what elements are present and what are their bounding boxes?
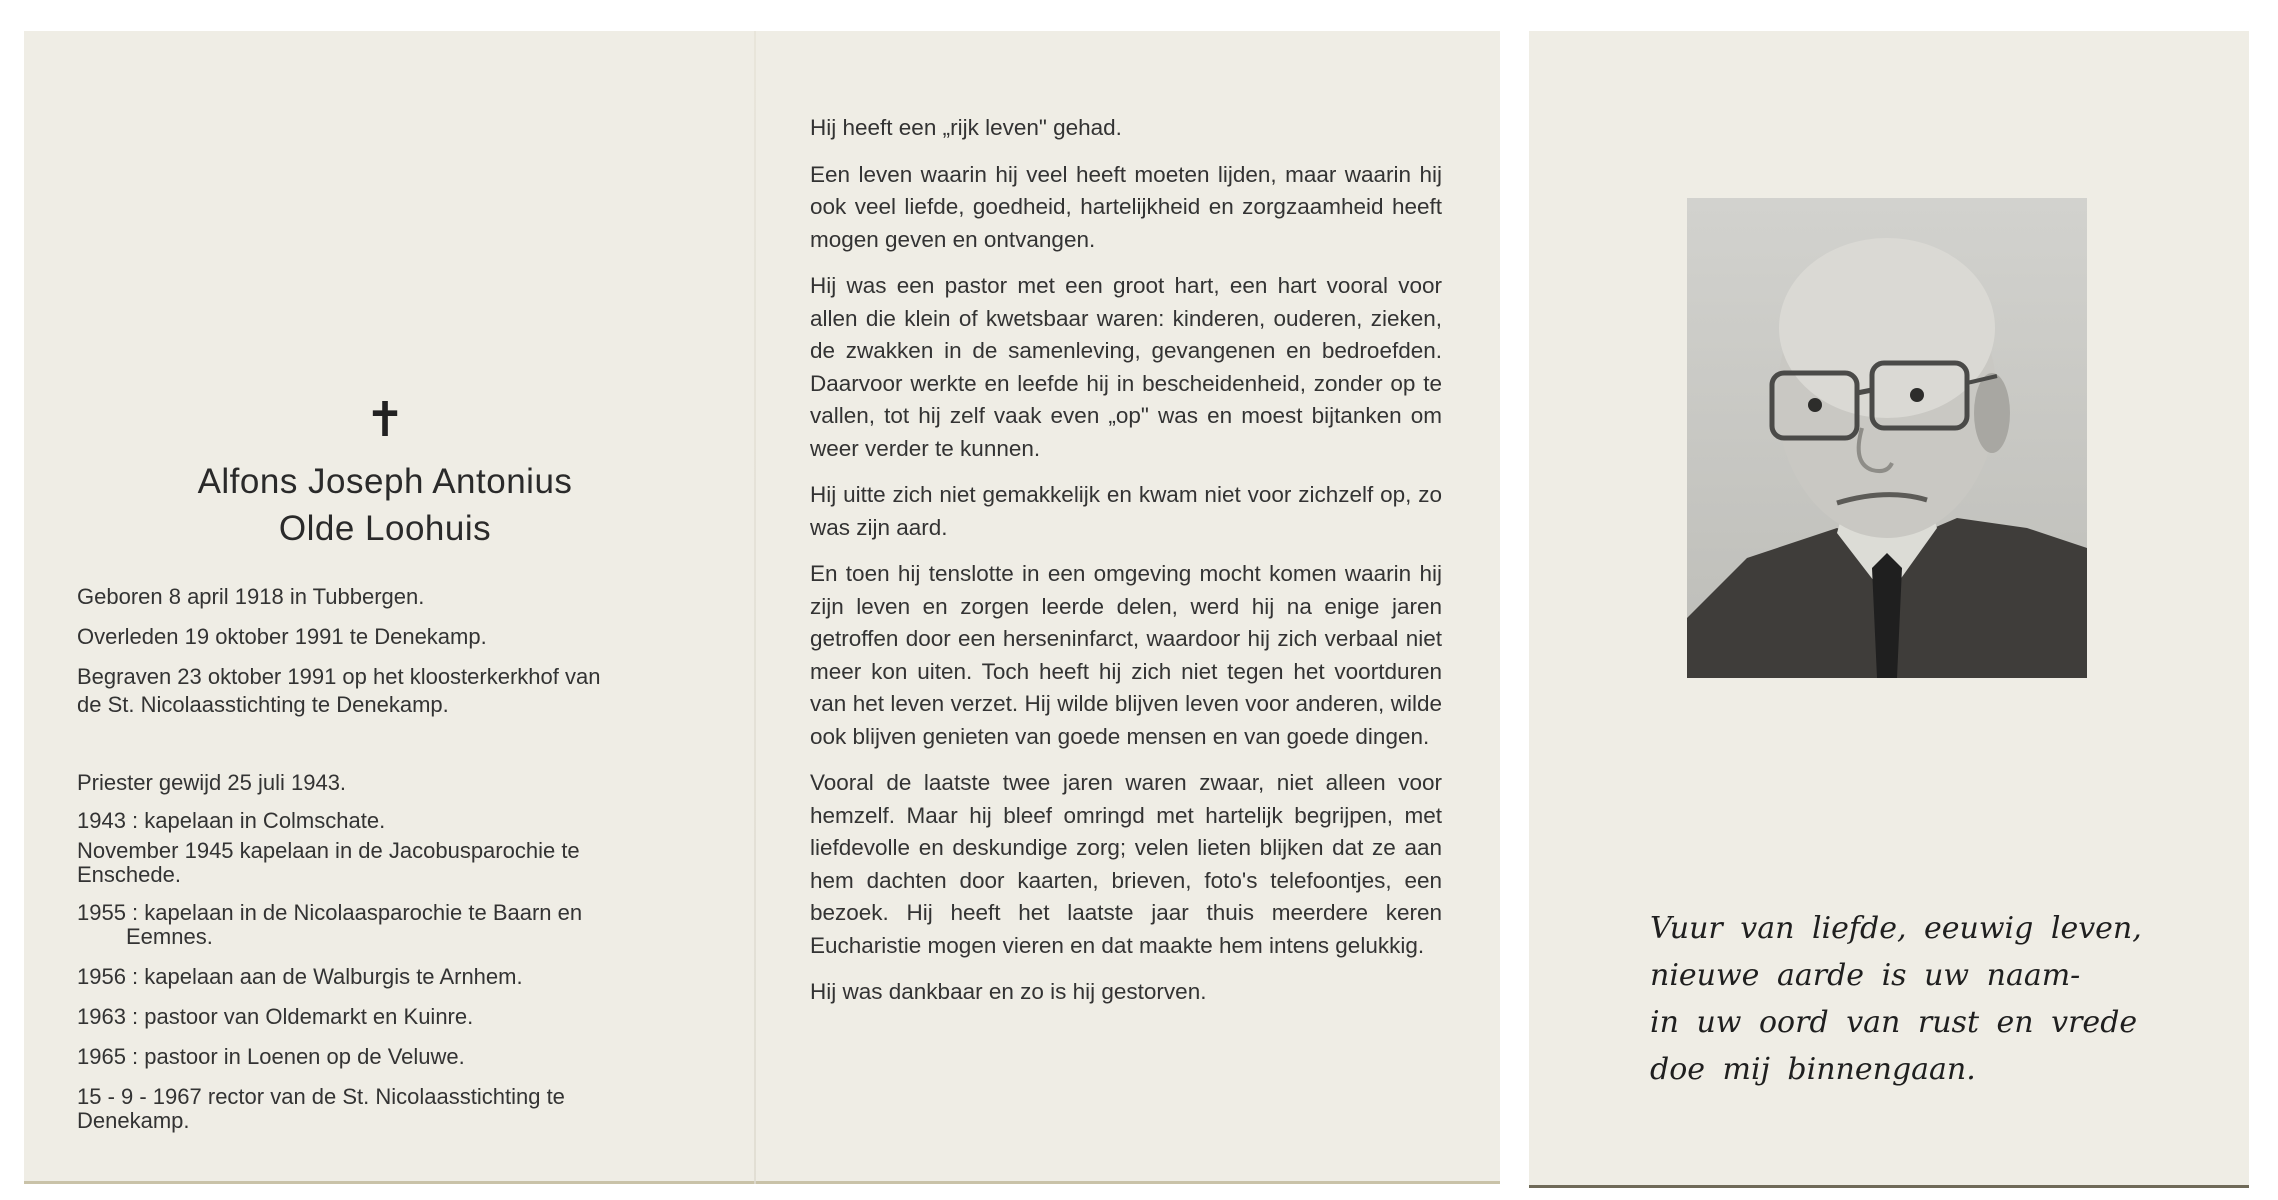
- eulogy-paragraph: Hij was een pastor met een groot hart, een hart vooral voor allen die klein of kwetsbaar waren: kinderen, ouderen, zieken, de zwakken in de samenleving, gevangenen en bedroefden. Daarvoor werkte en leefde hij in bescheidenheid, zonder op te vallen, tot hij zelf vaak even „op" was en moest bijtanken om weer verder te kunnen.: [810, 273, 1442, 461]
- career-item-cont: Denekamp.: [77, 1108, 190, 1133]
- career-item: November 1945 kapelaan in de Jacobusparochie te: [77, 838, 580, 863]
- career-item-cont: Eemnes.: [126, 924, 213, 949]
- career-item: 1943 : kapelaan in Colmschate.: [77, 808, 386, 833]
- deceased-given-names: Alfons Joseph Antonius: [197, 462, 573, 501]
- career-item-cont: Enschede.: [77, 862, 181, 887]
- eulogy-paragraph: Vooral de laatste twee jaren waren zwaar, niet alleen voor hemzelf. Maar hij bleef omringd met hartelijk begrijpen, met liefdevolle en deskundige zorg; velen lieten blijken dat ze aan hem dachten door kaarten, brieven, foto's telefoontjes, een bezoek. Hij heeft het laatste jaar thuis meerdere keren Eucharistie mogen vieren en dat maakte hem intens gelukkig.: [810, 770, 1442, 958]
- cross-icon: ✝: [364, 392, 406, 448]
- poem: [1650, 905, 2142, 1093]
- fold-line: [754, 31, 756, 1184]
- portrait-photo: [1687, 198, 2087, 678]
- portrait-illustration: [1687, 198, 2087, 678]
- burial-line: Begraven 23 oktober 1991 op het kloosterkerkhof van: [77, 664, 601, 689]
- deceased-surname: Olde Loohuis: [278, 509, 492, 548]
- eulogy-paragraph: Een leven waarin hij veel heeft moeten lijden, maar waarin hij ook veel liefde, goedheid, hartelijkheid en zorgzaamheid heeft mogen geven en ontvangen.: [810, 161, 1442, 252]
- poem-line: Vuur van liefde, eeuwig leven,: [1650, 911, 2142, 946]
- career-item: 1956 : kapelaan aan de Walburgis te Arnhem.: [77, 964, 523, 989]
- career-item: 1965 : pastoor in Loenen op de Veluwe.: [77, 1044, 465, 1069]
- birth-line: Geboren 8 april 1918 in Tubbergen.: [77, 584, 425, 609]
- eulogy-paragraph: Hij heeft een „rijk leven" gehad.: [810, 115, 1122, 140]
- career-item: 15 - 9 - 1967 rector van de St. Nicolaasstichting te: [77, 1084, 565, 1109]
- poem-line: nieuwe aarde is uw naam-: [1650, 958, 2081, 993]
- career-ordination: Priester gewijd 25 juli 1943.: [77, 770, 347, 795]
- poem-line: in uw oord van rust en vrede: [1650, 1005, 2138, 1040]
- eulogy-paragraph: En toen hij tenslotte in een omgeving mocht komen waarin hij zijn leven en zorgen leerde delen, werd hij na enige jaren getroffen door een herseninfarct, waardoor hij zich verbaal niet meer kon uiten. Toch heeft hij zich niet tegen het voortduren van het leven verzet. Hij wilde blijven leven voor anderen, wilde ook blijven genieten van goede mensen en van goede dingen.: [810, 561, 1442, 749]
- career-item: 1955 : kapelaan in de Nicolaasparochie te Baarn en: [77, 900, 583, 925]
- poem-line: doe mij binnengaan.: [1650, 1052, 1976, 1087]
- eulogy-paragraph: Hij uitte zich niet gemakkelijk en kwam niet voor zichzelf op, zo was zijn aard.: [810, 482, 1442, 540]
- death-line: Overleden 19 oktober 1991 te Denekamp.: [77, 624, 487, 649]
- eulogy-paragraph: Hij was dankbaar en zo is hij gestorven.: [810, 979, 1207, 1004]
- burial-line-cont: de St. Nicolaasstichting te Denekamp.: [77, 692, 449, 717]
- career-item: 1963 : pastoor van Oldemarkt en Kuinre.: [77, 1004, 474, 1029]
- eulogy-text: [810, 112, 1442, 1023]
